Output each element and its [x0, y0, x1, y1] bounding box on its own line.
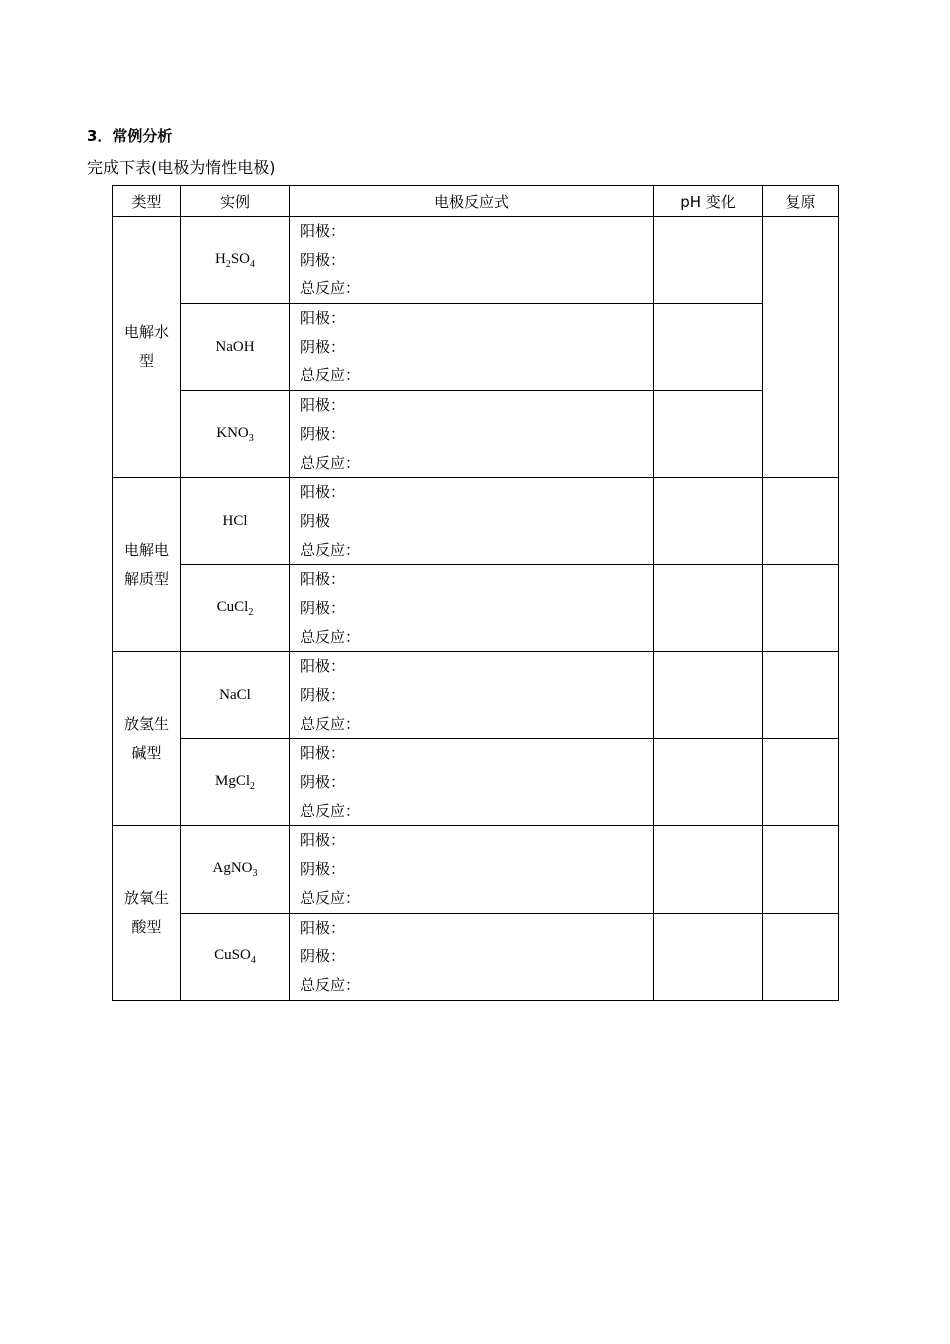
example-cell: $KNO_3$	[181, 391, 290, 478]
ph-change-cell	[654, 826, 763, 913]
total-reaction-label: 总反应：	[300, 453, 361, 472]
total-reaction-label: 总反应：	[300, 540, 361, 559]
restore-cell	[763, 826, 839, 913]
header-example: 实例	[181, 186, 290, 217]
header-restore: 复原	[763, 186, 839, 217]
reaction-cell	[290, 826, 654, 913]
example-cell: NaCl	[181, 652, 290, 739]
reaction-cell	[290, 391, 654, 478]
example-cell: NaOH	[181, 304, 290, 391]
example-cell: AgNO$_3$	[181, 826, 290, 913]
ph-change-cell	[654, 739, 763, 826]
anode-label: 阳极：	[300, 222, 346, 240]
table-row	[113, 913, 839, 1000]
restore-cell	[763, 739, 839, 826]
table-row	[113, 391, 839, 478]
example-cell: $H_2SO_4$	[181, 217, 290, 304]
anode-label: 阳极：	[300, 483, 346, 502]
restore-cell	[763, 652, 839, 739]
anode-label: 阳极：	[300, 657, 346, 676]
instruction-text: 完成下表(电极为惰性电极)	[87, 158, 276, 177]
reaction-cell	[290, 565, 654, 652]
restore-cell	[763, 217, 839, 478]
ph-change-cell	[654, 565, 763, 652]
example-cell: CuCl$_2$	[181, 565, 290, 652]
table-row	[113, 304, 839, 391]
total-reaction-label: 总反应：	[300, 366, 361, 385]
anode-label: 阳极：	[300, 918, 346, 937]
cathode-label: 阴极：	[300, 860, 346, 879]
cathode-label: 阴极：	[300, 337, 346, 356]
reaction-cell	[290, 304, 654, 391]
ph-change-cell	[654, 913, 763, 1000]
total-reaction-label: 总反应：	[300, 975, 361, 994]
cathode-label: 阴极：	[300, 773, 346, 792]
type-cell: 放氢生碱型	[113, 652, 181, 826]
type-cell: 电解电解质型	[113, 478, 181, 652]
reaction-cell	[290, 652, 654, 739]
anode-label: 阳极：	[300, 831, 346, 850]
reaction-cell	[290, 913, 654, 1000]
cathode-label: 阴极	[300, 511, 331, 530]
table-header-row	[113, 186, 839, 217]
anode-label: 阳极：	[300, 309, 346, 328]
cathode-label: 阴极：	[300, 250, 346, 269]
example-cell: HCl	[181, 478, 290, 565]
total-reaction-label: 总反应：	[300, 801, 361, 820]
anode-label: 阳极：	[300, 744, 346, 763]
total-reaction-label: 总反应：	[300, 627, 361, 646]
ph-change-cell	[654, 652, 763, 739]
restore-cell	[763, 913, 839, 1000]
ph-change-cell	[654, 391, 763, 478]
type-cell: 放氧生酸型	[113, 826, 181, 1000]
total-reaction-label: 总反应：	[300, 279, 361, 298]
total-reaction-label: 总反应：	[300, 714, 361, 733]
header-ph-change: pH 变化	[654, 186, 763, 217]
electrolysis-table	[112, 185, 839, 1001]
anode-label: 阳极：	[300, 396, 346, 415]
ph-change-cell	[654, 304, 763, 391]
header-reaction: 电极反应式	[290, 186, 654, 217]
example-cell: CuSO$_4$	[181, 913, 290, 1000]
table-row	[113, 217, 839, 304]
table-row	[113, 826, 839, 913]
reaction-cell	[290, 217, 654, 304]
table-row	[113, 478, 839, 565]
ph-change-cell	[654, 478, 763, 565]
restore-cell	[763, 565, 839, 652]
cathode-label: 阴极：	[300, 424, 346, 443]
example-cell: MgCl$_2$	[181, 739, 290, 826]
cathode-label: 阴极：	[300, 947, 346, 966]
table-row	[113, 565, 839, 652]
table-row	[113, 739, 839, 826]
ph-change-cell	[654, 217, 763, 304]
cathode-label: 阴极：	[300, 598, 346, 617]
total-reaction-label: 总反应：	[300, 888, 361, 907]
header-type: 类型	[113, 186, 181, 217]
section-heading: 3．常例分析	[87, 127, 173, 145]
reaction-cell	[290, 739, 654, 826]
table-row	[113, 652, 839, 739]
anode-label: 阳极：	[300, 570, 346, 589]
cathode-label: 阴极：	[300, 686, 346, 704]
type-cell: 电解水型	[113, 217, 181, 478]
restore-cell	[763, 478, 839, 565]
reaction-cell	[290, 478, 654, 565]
